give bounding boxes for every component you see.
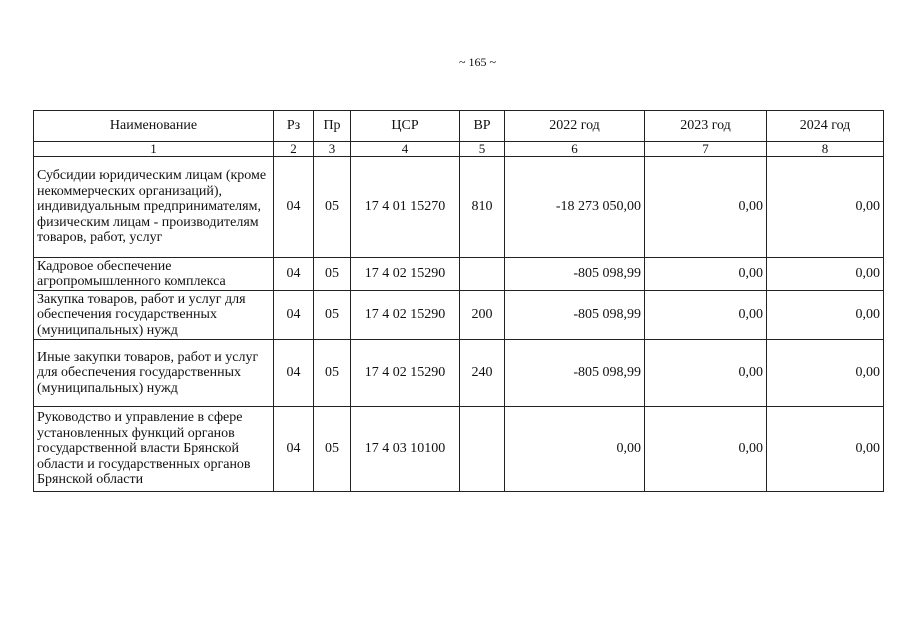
row-2024: 0,00 xyxy=(767,340,884,407)
row-2024: 0,00 xyxy=(767,157,884,258)
column-number: 5 xyxy=(460,142,505,157)
column-number: 6 xyxy=(505,142,645,157)
table-row xyxy=(34,407,884,492)
column-number-row xyxy=(34,142,884,157)
row-pr: 05 xyxy=(314,340,351,407)
row-name: Закупка товаров, работ и услуг для обеспечения государственных (муниципальных) нужд xyxy=(34,291,274,340)
row-vr xyxy=(460,407,505,492)
row-pr: 05 xyxy=(314,291,351,340)
row-2022: -18 273 050,00 xyxy=(505,157,645,258)
header-name: Наименование xyxy=(34,111,274,142)
row-name: Иные закупки товаров, работ и услуг для обеспечения государственных (муниципальных) нужд xyxy=(34,340,274,407)
row-csr: 17 4 02 15290 xyxy=(351,258,460,291)
row-2022: -805 098,99 xyxy=(505,258,645,291)
header-rz: Рз xyxy=(274,111,314,142)
row-name: Руководство и управление в сфере установленных функций органов государственной власти Брянской области и государственных органов Брянской области xyxy=(34,407,274,492)
row-2022: -805 098,99 xyxy=(505,340,645,407)
row-pr: 05 xyxy=(314,157,351,258)
row-2023: 0,00 xyxy=(645,258,767,291)
row-2023: 0,00 xyxy=(645,407,767,492)
row-2022: 0,00 xyxy=(505,407,645,492)
row-2023: 0,00 xyxy=(645,157,767,258)
row-csr: 17 4 02 15290 xyxy=(351,340,460,407)
row-name: Субсидии юридическим лицам (кроме некоммерческих организаций), индивидуальным предпринимателям, физическим лицам - производителям товаров, работ, услуг xyxy=(34,157,274,258)
row-csr: 17 4 02 15290 xyxy=(351,291,460,340)
row-2023: 0,00 xyxy=(645,340,767,407)
column-number: 7 xyxy=(645,142,767,157)
row-2024: 0,00 xyxy=(767,407,884,492)
column-number: 2 xyxy=(274,142,314,157)
column-number: 4 xyxy=(351,142,460,157)
row-2022: -805 098,99 xyxy=(505,291,645,340)
row-pr: 05 xyxy=(314,258,351,291)
row-vr: 810 xyxy=(460,157,505,258)
row-rz: 04 xyxy=(274,340,314,407)
column-number: 3 xyxy=(314,142,351,157)
row-2024: 0,00 xyxy=(767,258,884,291)
header-2024: 2024 год xyxy=(767,111,884,142)
page-number: ~ 165 ~ xyxy=(459,55,496,69)
row-rz: 04 xyxy=(274,291,314,340)
row-csr: 17 4 01 15270 xyxy=(351,157,460,258)
row-name: Кадровое обеспечение агропромышленного комплекса xyxy=(34,258,274,291)
table-row xyxy=(34,291,884,340)
column-number: 1 xyxy=(34,142,274,157)
budget-table xyxy=(33,110,884,492)
row-vr: 200 xyxy=(460,291,505,340)
header-vr: ВР xyxy=(460,111,505,142)
row-rz: 04 xyxy=(274,157,314,258)
table-row xyxy=(34,340,884,407)
row-pr: 05 xyxy=(314,407,351,492)
header-2023: 2023 год xyxy=(645,111,767,142)
row-vr: 240 xyxy=(460,340,505,407)
header-row xyxy=(34,111,884,142)
header-csr: ЦСР xyxy=(351,111,460,142)
header-pr: Пр xyxy=(314,111,351,142)
table-row xyxy=(34,258,884,291)
row-csr: 17 4 03 10100 xyxy=(351,407,460,492)
header-2022: 2022 год xyxy=(505,111,645,142)
row-2023: 0,00 xyxy=(645,291,767,340)
row-rz: 04 xyxy=(274,258,314,291)
row-rz: 04 xyxy=(274,407,314,492)
table-row xyxy=(34,157,884,258)
column-number: 8 xyxy=(767,142,884,157)
row-vr xyxy=(460,258,505,291)
row-2024: 0,00 xyxy=(767,291,884,340)
